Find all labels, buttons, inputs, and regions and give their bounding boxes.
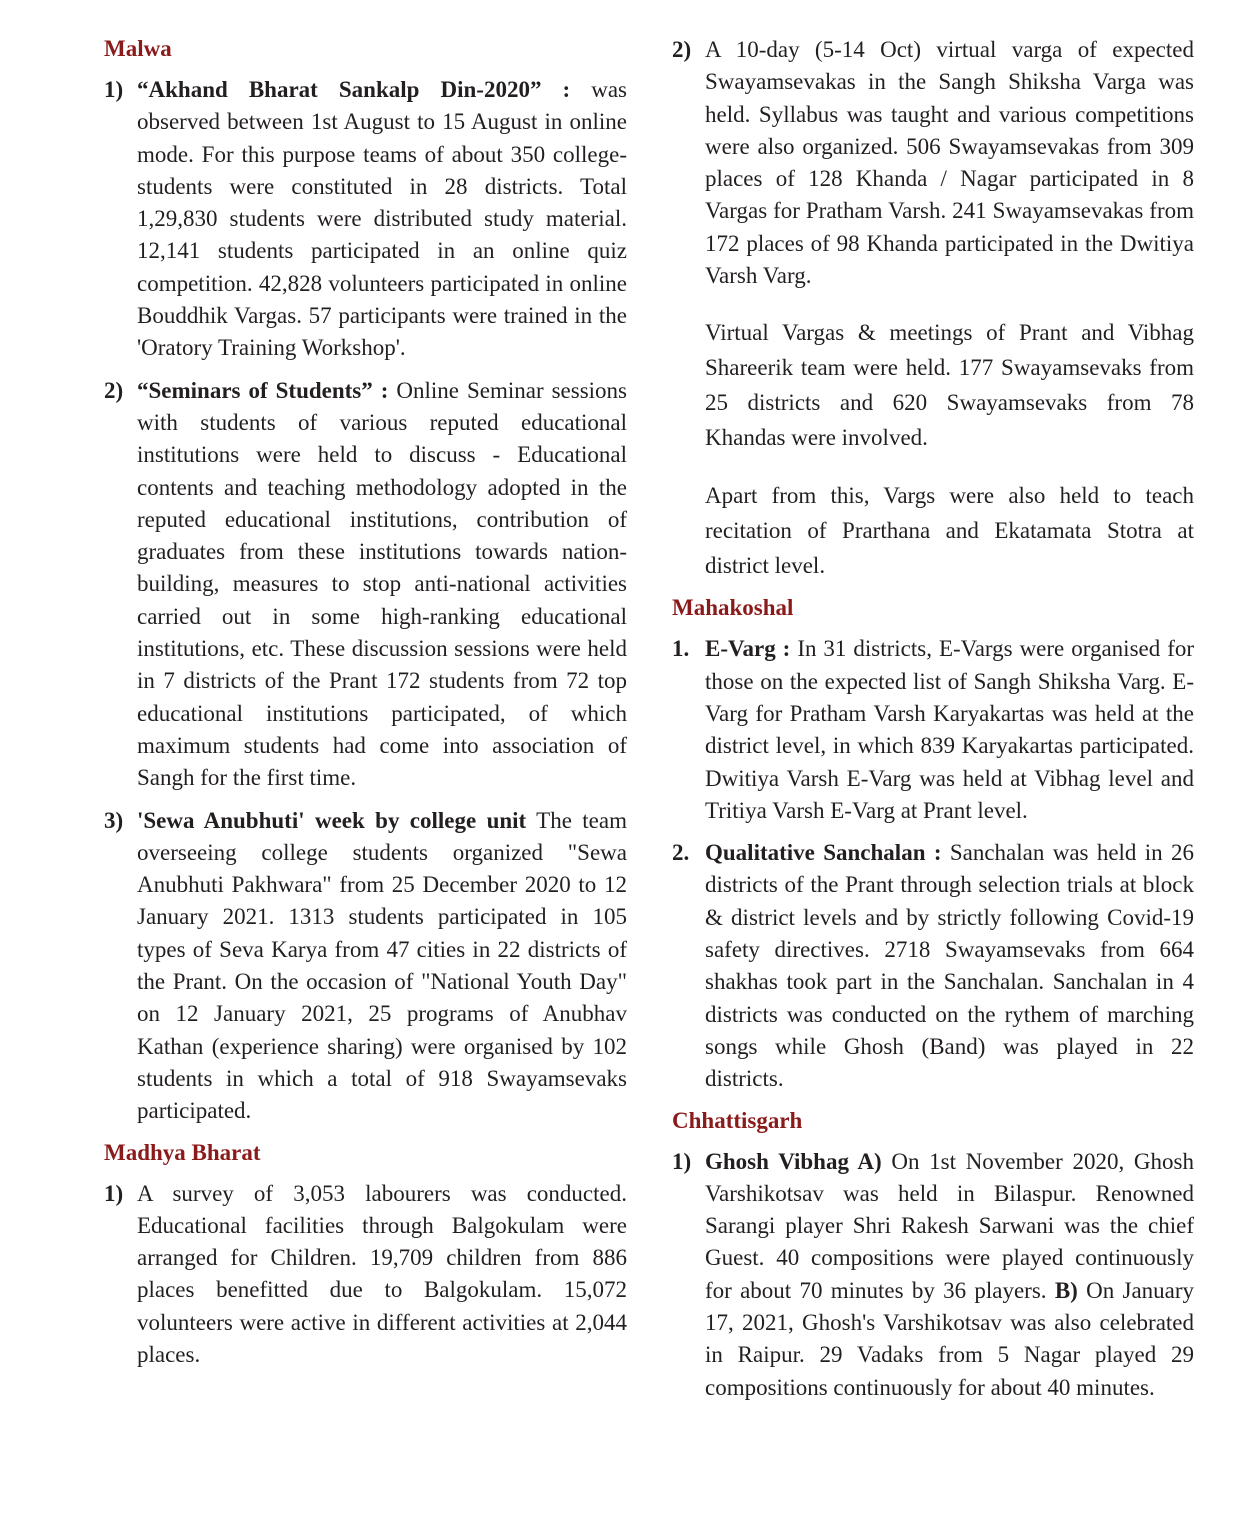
list-item	[104, 805, 627, 1128]
item-number: 1)	[672, 1148, 692, 1174]
item-number: 2.	[672, 840, 690, 866]
list-item	[672, 837, 1194, 1095]
item-text	[705, 1146, 1194, 1404]
list-item	[104, 375, 627, 795]
item-title: E-Varg :	[705, 636, 791, 662]
item-text	[137, 375, 627, 795]
section-heading-malwa: Malwa	[104, 36, 172, 61]
list-item	[672, 1146, 1194, 1404]
right-column	[672, 34, 1194, 1414]
item-number: 3)	[104, 807, 124, 833]
paragraph: Apart from this, Vargs were also held to teach recitation of Prarthana and Ekatamata Stotra at district level.	[705, 483, 1194, 579]
item-title: “Seminars of Students” :	[137, 377, 389, 403]
item-text: A 10-day (5-14 Oct) virtual varga of expected Swayamsevakas in the Sangh Shiksha Varga was held. Syllabus was taught and various competitions were also organized. 506 Swayamsevakas from 309 places of 128 Khanda / Nagar participated in 8 Vargas for Pratham Varsh. 241 Swayamsevakas from 172 places of 98 Khanda participated in the Dwitiya Varsh Varg.	[705, 37, 1194, 289]
item-body: The team overseeing college students organized "Sewa Anubhuti Pakhwara" from 25 December 2020 to 12 January 2021. 1313 students participated in 105 types of Seva Karya from 47 cities in 22 districts of the Prant. On the occasion of "National Youth Day" on 12 January 2021, 25 programs of Anubhav Kathan (experience sharing) were organised by 102 students in which a total of 918 Swayamsevaks participated.	[137, 807, 627, 1124]
item-body: On January 17, 2021, Ghosh's Varshikotsav was also celebrated in Raipur. 29 Vadaks from 5 Nagar played 29 compositions continuously for about 40 minutes.	[705, 1277, 1195, 1400]
item-title: Qualitative Sanchalan :	[705, 840, 942, 866]
section-heading-chhattisgarh: Chhattisgarh	[672, 1107, 803, 1133]
item-sublabel: B)	[1054, 1277, 1078, 1303]
item-text	[705, 633, 1194, 827]
item-text	[137, 805, 627, 1128]
list-item	[672, 34, 1194, 292]
item-number: 2)	[672, 37, 692, 62]
item-text	[705, 837, 1194, 1095]
item-body: was observed between 1st August to 15 August in online mode. For this purpose teams of about 350 college-students were constituted in 28 districts. Total 1,29,830 students were distributed study material. 12,141 students participated in an online quiz competition. 42,828 volunteers participated in online Bouddhik Vargas. 57 participants were trained in the 'Oratory Training Workshop'.	[137, 77, 627, 361]
item-body: In 31 districts, E-Vargs were organised for those on the expected list of Sangh Shiksha Varg. E-Varg for Pratham Varsh Karyakartas was held at the district level, in which 839 Karyakartas participated. Dwitiya Varsh E-Varg was held at Vibhag level and Tritiya Varsh E-Varg at Prant level.	[705, 636, 1195, 823]
item-title: Ghosh Vibhag A)	[705, 1148, 882, 1174]
item-text	[137, 74, 627, 365]
list-item	[672, 633, 1194, 827]
item-title: “Akhand Bharat Sankalp Din-2020” :	[137, 77, 571, 102]
paragraph: Virtual Vargas & meetings of Prant and Vibhag Shareerik team were held. 177 Swayamsevaks from 25 districts and 620 Swayamsevaks from 78 Khandas were involved.	[705, 320, 1194, 451]
item-body: On 1st November 2020, Ghosh Varshikotsav was held in Bilaspur. Renowned Sarangi player Shri Rakesh Sarwani was the chief Guest. 40 compositions were played continuously for about 70 minutes by 36 players.	[705, 1148, 1194, 1303]
item-number: 1.	[672, 636, 690, 662]
item-text: A survey of 3,053 labourers was conducted. Educational facilities through Balgokulam were arranged for Children. 19,709 children from 886 places benefitted due to Balgokulam. 15,072 volunteers were active in different activities at 2,044 places.	[137, 1180, 627, 1367]
item-number: 1)	[104, 77, 124, 102]
left-column	[104, 34, 627, 1381]
item-body: Online Seminar sessions with students of various reputed educational institutions were held to discuss - Educational contents and teaching methodology adopted in the reputed educational institutions, contribution of graduates from these institutions towards nation-building, measures to stop anti-national activities carried out in some high-ranking educational institutions, etc. These discussion sessions were held in 7 districts of the Prant 172 students from 72 top educational institutions participated, of which maximum students had come into association of Sangh for the first time.	[137, 377, 627, 791]
item-title: 'Sewa Anubhuti' week by college unit	[137, 807, 527, 833]
section-heading-mahakoshal: Mahakoshal	[672, 595, 794, 621]
item-number: 1)	[104, 1180, 124, 1206]
item-number: 2)	[104, 377, 124, 403]
list-item	[104, 1178, 627, 1372]
item-body: Sanchalan was held in 26 districts of the Prant through selection trials at block & district levels and by strictly following Covid-19 safety directives. 2718 Swayamsevaks from 664 shakhas took part in the Sanchalan. Sanchalan in 4 districts was conducted on the rythem of marching songs while Ghosh (Band) was played in 22 districts.	[705, 840, 1194, 1092]
section-heading-madhya-bharat: Madhya Bharat	[104, 1139, 261, 1165]
list-item	[104, 74, 627, 365]
